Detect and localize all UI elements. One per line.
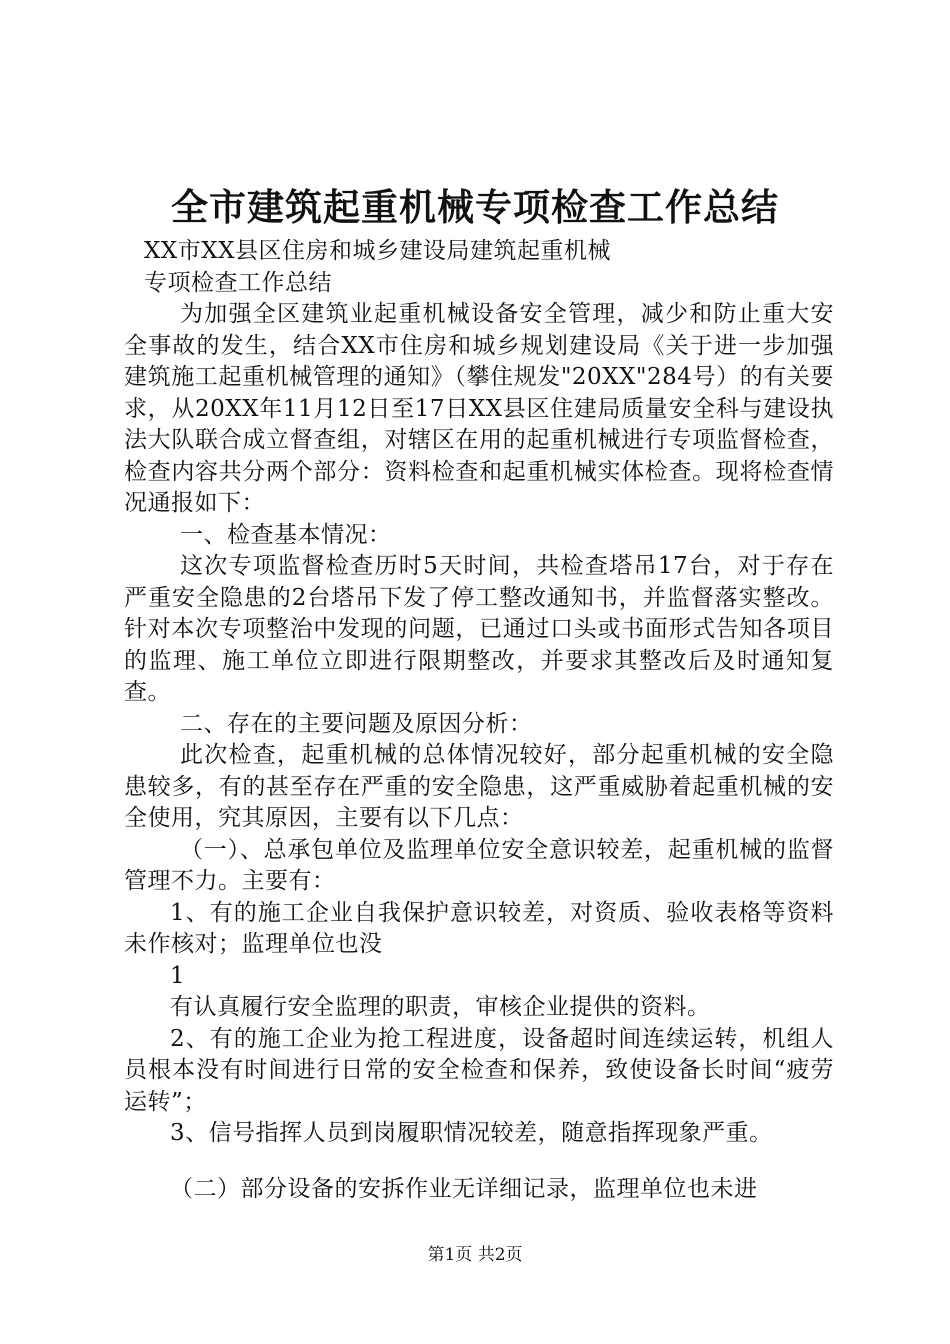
document-body [124, 236, 834, 1205]
section-heading-2: 二、存在的主要问题及原因分析： [180, 710, 533, 737]
subtitle-line-1: XX市XX县区住房和城乡建设局建筑起重机械 [144, 238, 611, 264]
subsection-heading-2: （二）部分设备的安拆作业无详细记录，监理单位也未进 [170, 1175, 758, 1202]
list-item-1-continued: 有认真履行安全监理的职责，审核企业提供的资料。 [170, 994, 711, 1020]
document-title: 全市建筑起重机械专项检查工作总结 [171, 186, 779, 229]
paragraph-basic-situation: 这次专项监督检查历时5天时间，共检查塔吊17台，对于存在严重安全隐患的2台塔吊下发了停工整改通知书，并监督落实整改。针对本次专项整治中发现的问题，已通过口头或书面形式告知各项目的监理、施工单位立即进行限期整改，并要求其整改后及时通知复查。 [124, 553, 834, 705]
section-heading-1: 一、检查基本情况： [180, 521, 392, 548]
paragraph-problem-analysis: 此次检查，起重机械的总体情况较好，部分起重机械的安全隐患较多，有的甚至存在严重的安全隐患，这严重威胁着起重机械的安全使用，究其原因，主要有以下几点： [124, 742, 834, 831]
subtitle-line-2: 专项检查工作总结 [144, 269, 332, 296]
list-item-1: 1、有的施工企业自我保护意识较差，对资质、验收表格等资料未作核对；监理单位也没 [124, 899, 834, 957]
list-item-3: 3、信号指挥人员到岗履职情况较差，随意指挥现象严重。 [170, 1120, 773, 1146]
paragraph-intro: 为加强全区建筑业起重机械设备安全管理，减少和防止重大安全事故的发生，结合XX市住房和城乡规划建设局《关于进一步加强建筑施工起重机械管理的通知》（攀住规发"20XX"284号）的有关要求，从20XX年11月12日至17日XX县区住建局质量安全科与建设执法大队联合成立督查组，对辖区在用的起重机械进行专项监督检查，检查内容共分两个部分：资料检查和起重机械实体检查。现将检查情况通报如下： [124, 301, 834, 516]
subsection-heading-1: （一）、总承包单位及监理单位安全意识较差，起重机械的监督管理不力。主要有： [124, 836, 834, 894]
list-item-2: 2、有的施工企业为抢工程进度，设备超时间连续运转，机组人员根本没有时间进行日常的安全检查和保养，致使设备长时间“疲劳运转”； [124, 1025, 834, 1115]
page-break-number: 1 [170, 962, 186, 989]
page-footer: 第1页 共2页 [427, 1245, 523, 1265]
